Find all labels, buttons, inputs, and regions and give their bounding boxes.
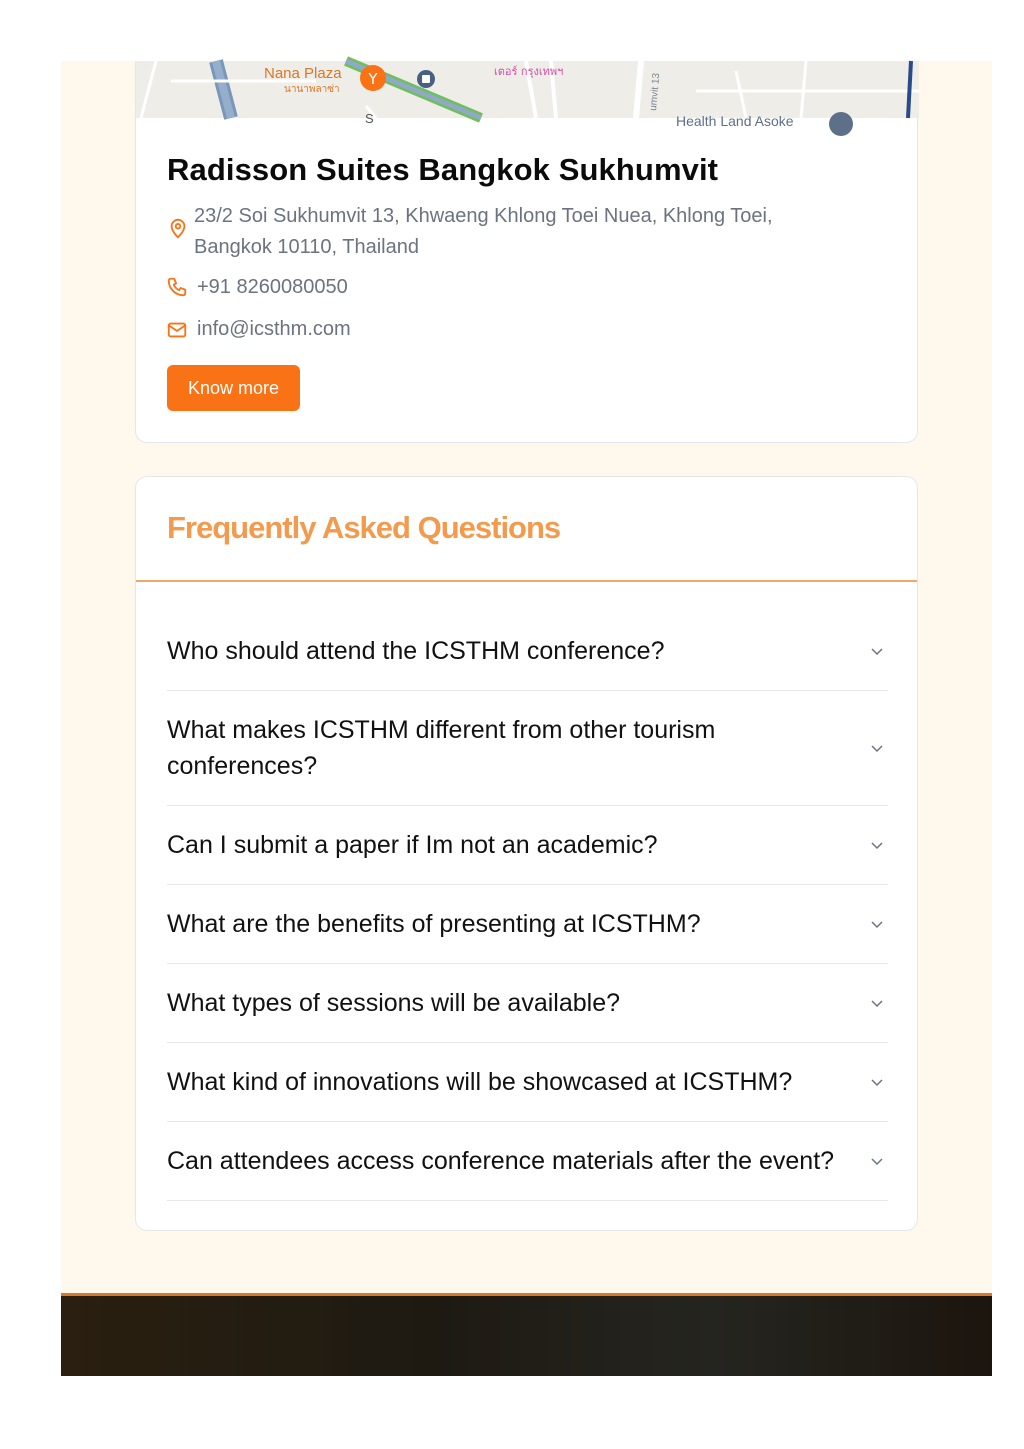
chevron-down-icon[interactable]: [869, 916, 885, 932]
faq-item[interactable]: [167, 1043, 888, 1122]
chevron-down-icon[interactable]: [869, 995, 885, 1011]
venue-card: [135, 61, 918, 443]
address-line-1: 23/2 Soi Sukhumvit 13, Khwaeng Khlong Toei Nuea, Khlong Toei,: [194, 205, 773, 227]
map-label-health-land: Health Land Asoke: [676, 113, 794, 129]
faq-item[interactable]: [167, 1122, 888, 1201]
venue-title: Radisson Suites Bangkok Sukhumvit: [167, 152, 719, 187]
svg-text:S: S: [365, 111, 374, 126]
venue-phone[interactable]: [166, 272, 348, 303]
map-label-nana-plaza: Nana Plaza: [264, 65, 342, 82]
faq-list: [167, 612, 888, 1201]
email-address[interactable]: info@icsthm.com: [197, 318, 351, 340]
faq-item[interactable]: [167, 806, 888, 885]
faq-title: Frequently Asked Questions: [167, 510, 561, 545]
faq-item[interactable]: [167, 691, 888, 806]
map-label-nana-plaza-thai: นานาพลาซ่า: [284, 84, 340, 95]
faq-question[interactable]: Can attendees access conference materials after the event?: [167, 1147, 835, 1175]
chevron-down-icon[interactable]: [869, 643, 885, 659]
faq-question[interactable]: Can I submit a paper if Im not an academic?: [167, 831, 658, 859]
phone-icon: [166, 276, 188, 298]
chevron-down-icon[interactable]: [869, 1074, 885, 1090]
faq-item[interactable]: [167, 885, 888, 964]
faq-item[interactable]: [167, 964, 888, 1043]
map-pin-icon: [167, 218, 189, 240]
chevron-down-icon[interactable]: [869, 837, 885, 853]
faq-card: [135, 476, 918, 1231]
phone-number[interactable]: +91 8260080050: [197, 276, 348, 298]
address-line-2: Bangkok 10110, Thailand: [194, 236, 419, 258]
faq-divider: [136, 580, 917, 582]
faq-question[interactable]: What types of sessions will be available?: [167, 989, 621, 1017]
faq-question[interactable]: What makes ICSTHM different from other tourism conferences?: [167, 716, 716, 780]
map-label-sukhumvit: umvit 13: [648, 72, 663, 112]
chevron-down-icon[interactable]: [869, 740, 885, 756]
faq-question[interactable]: Who should attend the ICSTHM conference?: [167, 637, 665, 665]
mail-icon: [166, 319, 188, 341]
venue-address: [167, 201, 867, 263]
chevron-down-icon[interactable]: [869, 1153, 885, 1169]
svg-text:Y: Y: [368, 70, 378, 88]
venue-email[interactable]: [166, 314, 351, 345]
map-label-thai: เตอร์ กรุงเทพฯ: [494, 65, 564, 78]
footer-banner: [61, 1293, 992, 1376]
faq-item[interactable]: [167, 612, 888, 691]
faq-question[interactable]: What are the benefits of presenting at ICSTHM?: [167, 910, 701, 938]
faq-question[interactable]: What kind of innovations will be showcased at ICSTHM?: [167, 1068, 793, 1096]
venue-map[interactable]: [136, 61, 919, 129]
know-more-button[interactable]: Know more: [167, 365, 300, 411]
map-graphic: [136, 61, 919, 129]
